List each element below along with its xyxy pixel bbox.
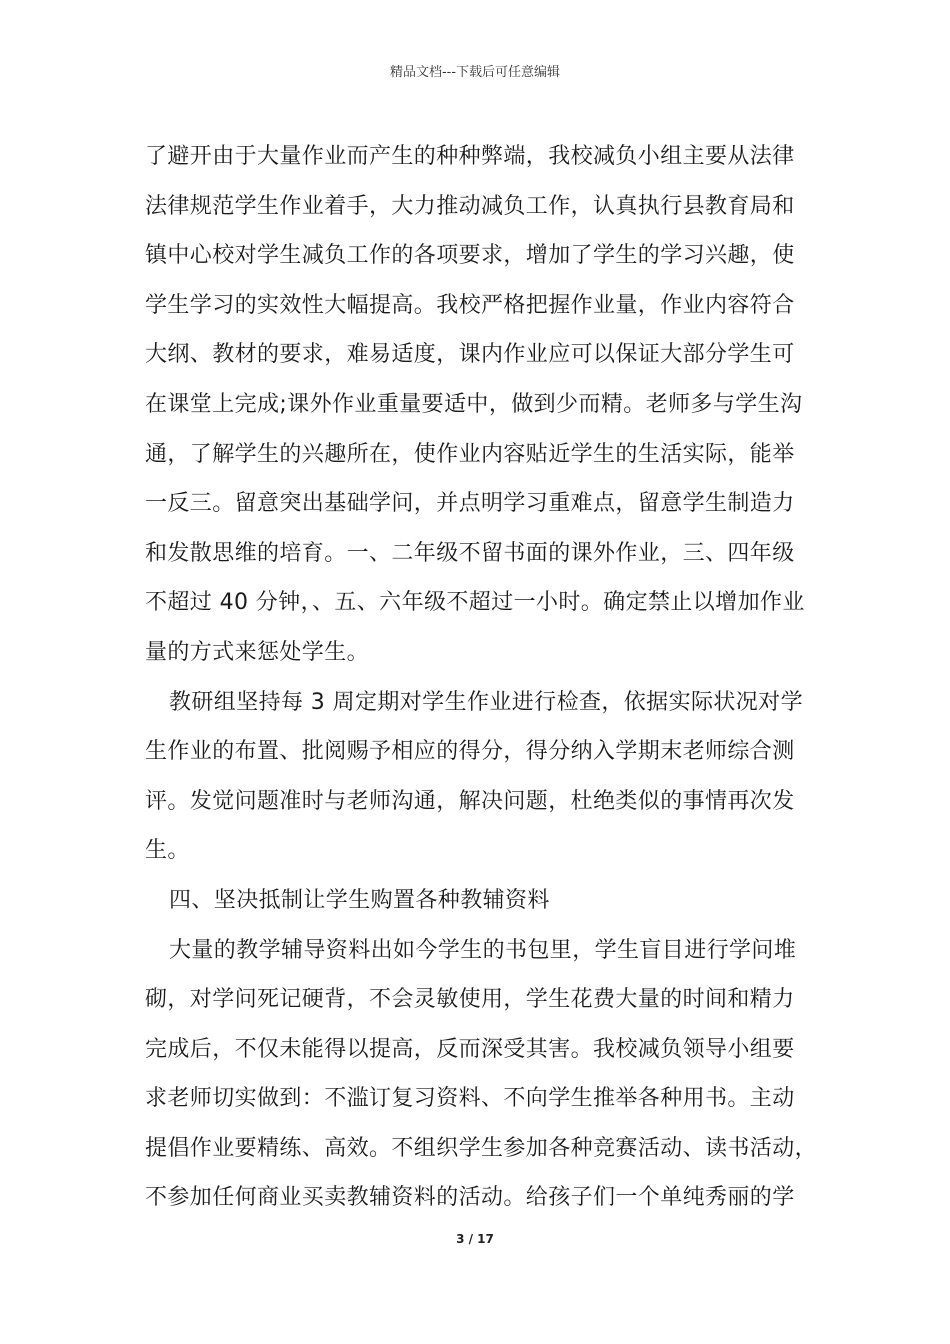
text-line: 通，了解学生的兴趣所在，使作业内容贴近学生的生活实际，能举 (145, 441, 795, 467)
text-line: 不超过 40 分钟，、五、六年级不超过一小时。确定禁止以增加作业 (145, 590, 805, 616)
text-line: 量的方式来惩处学生。 (145, 639, 370, 665)
text-line: 学生学习的实效性大幅提高。我校严格把握作业量，作业内容符合 (145, 292, 795, 318)
text-line: 评。发觉问题准时与老师沟通，解决问题，杜绝类似的事情再次发 (145, 788, 795, 814)
text-line: 求老师切实做到：不滥订复习资料、不向学生推举各种用书。主动 (145, 1086, 795, 1112)
text-line: 大纲、教材的要求，难易适度，课内作业应可以保证大部分学生可 (145, 342, 795, 368)
text-line: 生。 (145, 838, 190, 864)
text-line: 提倡作业要精练、高效。不组织学生参加各种竞赛活动、读书活动， (145, 1135, 818, 1161)
text-line: 一反三。留意突出基础学问，并点明学习重难点，留意学生制造力 (145, 491, 795, 517)
text-line: 生作业的布置、批阅赐予相应的得分，得分纳入学期末老师综合测 (145, 739, 795, 765)
paragraph-first-line: 大量的教学辅导资料出如今学生的书包里，学生盲目进行学问堆 (169, 937, 797, 963)
section-heading: 四、坚决抵制让学生购置各种教辅资料 (169, 887, 550, 913)
text-line: 和发散思维的培育。一、二年级不留书面的课外作业，三、四年级 (145, 540, 795, 566)
text-line: 在课堂上完成;课外作业重量要适中，做到少而精。老师多与学生沟 (145, 391, 803, 417)
text-line: 砌，对学问死记硬背，不会灵敏使用，学生花费大量的时间和精力 (145, 987, 795, 1013)
page-header: 精品文档---下载后可任意编辑 (389, 65, 561, 80)
text-line: 完成后，不仅未能得以提高，反而深受其害。我校减负领导小组要 (145, 1036, 795, 1062)
text-line: 法律规范学生作业着手，大力推动减负工作，认真执行县教育局和 (145, 193, 795, 219)
text-line: 不参加任何商业买卖教辅资料的活动。给孩子们一个单纯秀丽的学 (145, 1185, 795, 1211)
page-number: 3 / 17 (456, 1232, 494, 1246)
paragraph-first-line: 教研组坚持每 3 周定期对学生作业进行检查，依据实际状况对学 (169, 689, 803, 715)
document-body (145, 132, 825, 1223)
text-line: 镇中心校对学生减负工作的各项要求，增加了学生的学习兴趣，使 (145, 243, 795, 269)
text-line: 了避开由于大量作业而产生的种种弊端，我校减负小组主要从法律 (145, 144, 795, 169)
